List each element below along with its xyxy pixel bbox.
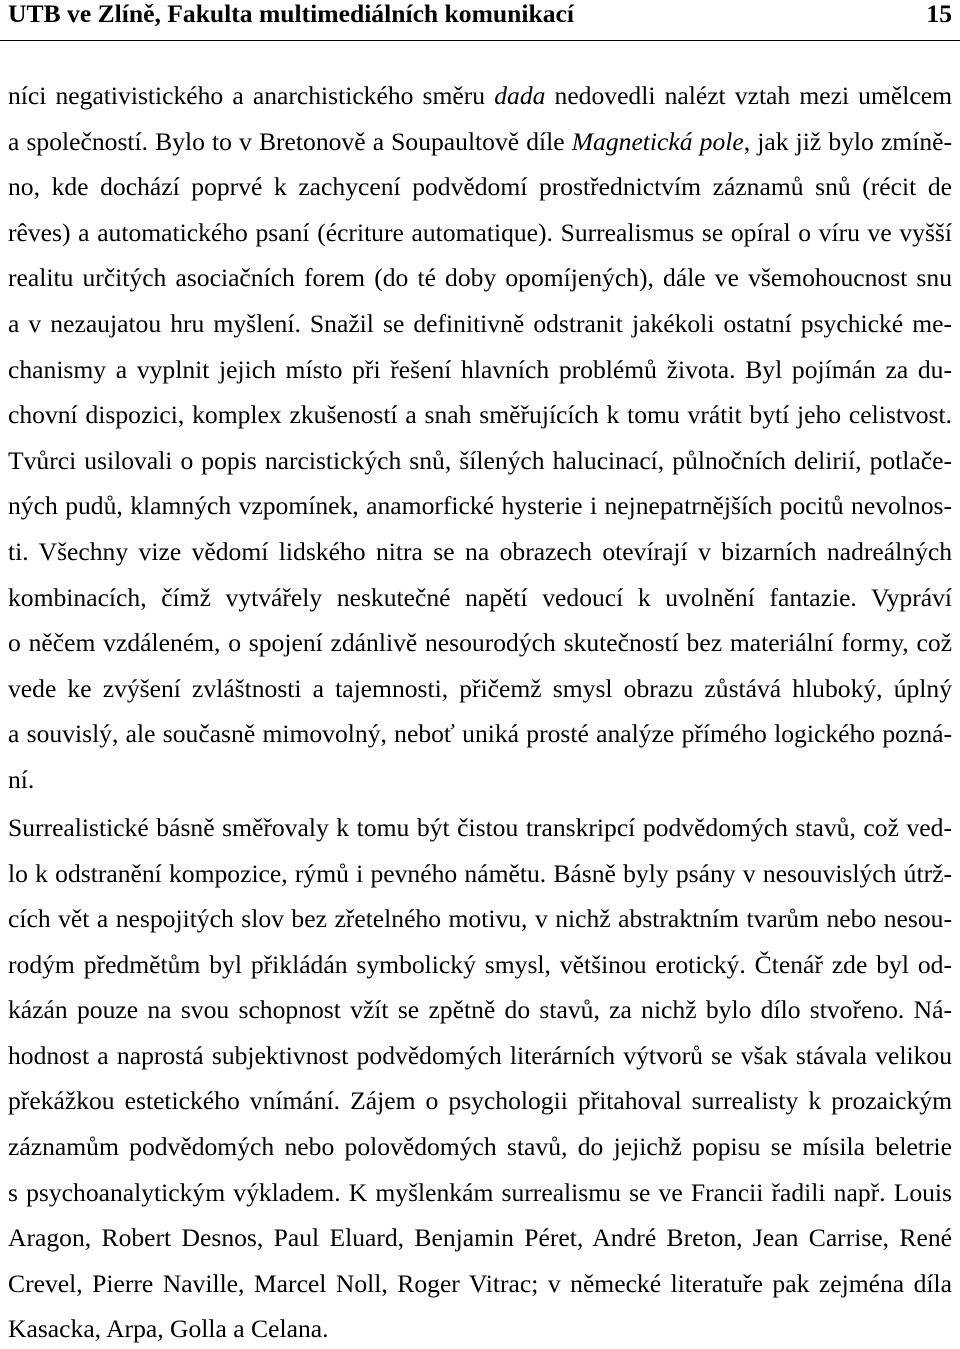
text-segment: ných pudů, klamných vzpomínek, anamorfické hysterie i nejnepatrnějších pocitů nevolnos- (8, 491, 952, 521)
text-segment: Aragon, Robert Desnos, Paul Eluard, Benjamin Péret, André Breton, Jean Carrise, René (8, 1223, 952, 1253)
text-line (8, 859, 952, 889)
text-line (8, 813, 952, 843)
text-line (8, 719, 952, 749)
text-segment: chanismy a vyplnit jejich místo při řešení hlavních problémů života. Byl pojímán za du- (8, 354, 952, 384)
text-segment: Tvůrci usilovali o popis narcistických snů, šílených halucinací, půlnočních delirií, potlače- (8, 445, 952, 475)
text-line (8, 1314, 952, 1344)
page-number: 15 (926, 0, 952, 28)
text-segment: cích vět a nespojitých slov bez zřetelného motivu, v nichž abstraktním tvarům nebo nesou- (8, 904, 952, 934)
header-rule (0, 40, 960, 41)
text-segment: nedovedli nalézt vztah mezi umělcem (545, 81, 952, 110)
body-text (8, 81, 952, 1344)
text-segment: a souvislý, ale současně mimovolný, neboť uniká prosté analýze přímého logického pozná- (8, 719, 952, 749)
paragraph-1 (8, 81, 952, 795)
text-line (8, 765, 952, 795)
text-segment: rodým předmětům byl přikládán symbolický smysl, většinou erotický. Čtenář zde byl od- (8, 949, 952, 979)
text-line (8, 1086, 952, 1116)
text-segment: Surrealistické básně směřovaly k tomu být čistou transkripcí podvědomých stavů, což ved- (8, 812, 952, 842)
text-segment: Crevel, Pierre Naville, Marcel Noll, Roger Vitrac; v německé literatuře pak zejména díla (8, 1268, 952, 1298)
text-line (8, 491, 952, 521)
text-line (8, 674, 952, 704)
text-line (8, 628, 952, 658)
text-line (8, 355, 952, 385)
text-segment: záznamům podvědomých nebo polovědomých stavů, do jejichž popisu se mísila beletrie (8, 1132, 952, 1162)
text-segment: hodnost a naprostá subjektivnost podvědomých literárních výtvorů se však stávala velikou (8, 1040, 952, 1070)
paragraph-2 (8, 813, 952, 1345)
text-segment: vede ke zvýšení zvláštnosti a tajemnosti, přičemž smysl obrazu zůstává hluboký, úplný (8, 673, 952, 703)
text-segment: ti. Všechny vize vědomí lidského nitra se na obrazech otevírají v bizarních nadreálných (8, 536, 952, 566)
text-segment: , jak již bylo zmíně- (743, 126, 952, 156)
text-segment: kázán pouze na svou schopnost vžít se zpětně do stavů, za nichž bylo dílo stvořeno. Ná- (8, 995, 952, 1025)
text-segment: a společností. Bylo to v Bretonově a Soupaultově díle (8, 126, 572, 156)
text-line (8, 309, 952, 339)
text-segment: rêves) a automatického psaní (écriture automatique). Surrealismus se opíral o víru ve vyšší (8, 217, 952, 247)
text-line (8, 1223, 952, 1253)
text-segment: kombinacích, čímž vytvářely neskutečné napětí vedoucí k uvolnění fantazie. Vypráví (8, 582, 952, 612)
text-line (8, 400, 952, 430)
text-line (8, 1269, 952, 1299)
text-segment: no, kde dochází poprvé k zachycení podvědomí prostřednictvím záznamů snů (récit de (8, 172, 952, 202)
text-segment: a v nezaujatou hru myšlení. Snažil se definitivně odstranit jakékoli ostatní psychické me- (8, 308, 952, 338)
italic-title: dada (494, 81, 546, 110)
text-segment: o něčem vzdáleném, o spojení zdánlivě nesourodých skutečností bez materiální formy, což (8, 628, 952, 658)
header-title: UTB ve Zlíně, Fakulta multimediálních komunikací (8, 0, 574, 28)
text-line (8, 904, 952, 934)
text-line (8, 1041, 952, 1071)
text-line (8, 1132, 952, 1162)
text-segment: Kasacka, Arpa, Golla a Celana. (8, 1314, 329, 1344)
text-line (8, 995, 952, 1025)
text-line (8, 1178, 952, 1208)
text-line (8, 263, 952, 293)
text-line (8, 172, 952, 202)
text-line (8, 127, 952, 157)
text-segment: chovní dispozici, komplex zkušeností a snah směřujících k tomu vrátit bytí jeho celistvost. (8, 400, 952, 430)
text-line (8, 81, 952, 111)
text-segment: níci negativistického a anarchistického směru (8, 81, 495, 110)
text-segment: ní. (8, 764, 35, 794)
text-line (8, 537, 952, 567)
page-header (8, 0, 952, 27)
text-line (8, 218, 952, 248)
italic-title: Magnetická pole (571, 126, 744, 156)
text-segment: s psychoanalytickým výkladem. K myšlenkám surrealismu se ve Francii řadili např. Louis (8, 1177, 952, 1207)
text-line (8, 446, 952, 476)
text-segment: realitu určitých asociačních forem (do té doby opomíjených), dále ve všemohoucnost snu (8, 263, 952, 293)
text-line (8, 950, 952, 980)
text-segment: překážkou estetického vnímání. Zájem o psychologii přitahoval surrealisty k prozaickým (8, 1086, 952, 1116)
text-segment: lo k odstranění kompozice, rýmů i pevného námětu. Básně byly psány v nesouvislých útrž- (8, 858, 952, 888)
text-line (8, 583, 952, 613)
